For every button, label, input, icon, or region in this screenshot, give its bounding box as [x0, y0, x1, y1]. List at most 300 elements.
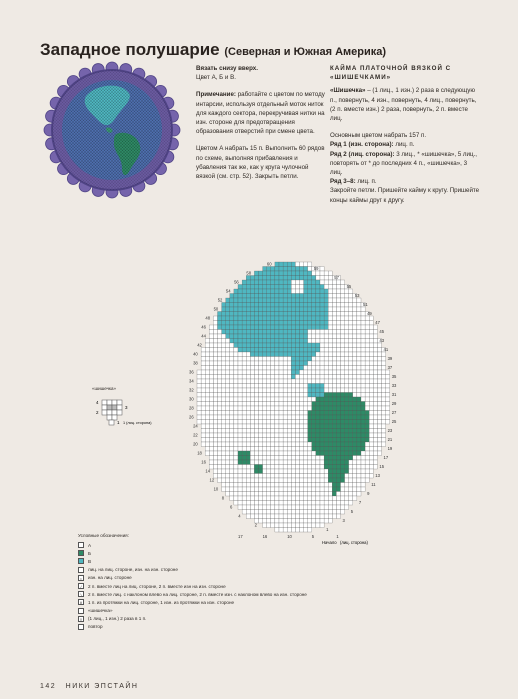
- chart-cell: [328, 496, 332, 501]
- chart-cell: [250, 456, 254, 461]
- chart-cell: [328, 280, 332, 285]
- chart-cell: [250, 307, 254, 312]
- chart-cell: [320, 451, 324, 456]
- chart-cell: [308, 505, 312, 510]
- chart-cell: [336, 496, 340, 501]
- chart-cell: [250, 285, 254, 290]
- chart-cell: [373, 447, 377, 452]
- chart-cell: [222, 474, 226, 479]
- chart-cell: [275, 262, 279, 267]
- chart-cell: [373, 366, 377, 371]
- chart-cell: [308, 501, 312, 506]
- chart-cell: [295, 343, 299, 348]
- chart-cell: [312, 505, 316, 510]
- chart-cell: [279, 442, 283, 447]
- chart-cell: [279, 523, 283, 528]
- chart-cell: [295, 478, 299, 483]
- chart-cell: [312, 415, 316, 420]
- chart-cell: [365, 357, 369, 362]
- chart-cell: [222, 411, 226, 416]
- chart-cell: [263, 321, 267, 326]
- legend-swatch: [78, 624, 84, 630]
- chart-cell: [230, 438, 234, 443]
- chart-cell: [300, 451, 304, 456]
- chart-cell: [365, 361, 369, 366]
- chart-cell: [377, 357, 381, 362]
- chart-cell: [353, 370, 357, 375]
- chart-cell: [382, 366, 386, 371]
- chart-cell: [226, 415, 230, 420]
- chart-cell: [201, 348, 205, 353]
- chart-cell: [291, 519, 295, 524]
- chart-cell: [332, 501, 336, 506]
- chart-cell: [373, 388, 377, 393]
- chart-cell: [209, 424, 213, 429]
- chart-cell: [275, 451, 279, 456]
- row-number: 51: [363, 302, 368, 307]
- chart-cell: [279, 424, 283, 429]
- chart-cell: [349, 402, 353, 407]
- chart-cell: [324, 510, 328, 515]
- chart-cell: [300, 321, 304, 326]
- chart-cell: [312, 280, 316, 285]
- chart-cell: [234, 393, 238, 398]
- chart-cell: [345, 438, 349, 443]
- chart-cell: [304, 465, 308, 470]
- chart-cell: [304, 514, 308, 519]
- chart-cell: [263, 330, 267, 335]
- chart-cell: [213, 406, 217, 411]
- chart-cell: [250, 393, 254, 398]
- chart-cell: [377, 366, 381, 371]
- row-number: 37: [387, 365, 393, 370]
- chart-cell: [320, 429, 324, 434]
- chart-cell: [271, 505, 275, 510]
- chart-cell: [205, 348, 209, 353]
- chart-cell: [324, 492, 328, 497]
- chart-cell: [312, 420, 316, 425]
- chart-cell: [312, 298, 316, 303]
- chart-cell: [295, 501, 299, 506]
- chart-cell: [304, 312, 308, 317]
- chart-cell: [271, 519, 275, 524]
- chart-cell: [308, 456, 312, 461]
- chart-cell: [218, 474, 222, 479]
- chart-cell: [242, 501, 246, 506]
- chart-cell: [345, 478, 349, 483]
- chart-cell: [250, 411, 254, 416]
- row-number: 10: [213, 486, 219, 492]
- chart-cell: [275, 357, 279, 362]
- chart-cell: [267, 442, 271, 447]
- chart-cell: [341, 298, 345, 303]
- chart-cell: [377, 348, 381, 353]
- chart-cell: [234, 474, 238, 479]
- chart-cell: [324, 433, 328, 438]
- chart-cell: [230, 361, 234, 366]
- chart-cell: [304, 433, 308, 438]
- chart-cell: [226, 429, 230, 434]
- chart-cell: [234, 388, 238, 393]
- mini-chart-label: «шишечка»: [92, 386, 117, 391]
- chart-cell: [295, 528, 299, 533]
- chart-cell: [336, 460, 340, 465]
- chart-cell: [259, 316, 263, 321]
- chart-cell: [259, 415, 263, 420]
- chart-cell: [349, 366, 353, 371]
- chart-cell: [259, 271, 263, 276]
- chart-cell: [246, 276, 250, 281]
- chart-cell: [254, 366, 258, 371]
- chart-cell: [271, 496, 275, 501]
- chart-cell: [300, 411, 304, 416]
- chart-cell: [242, 469, 246, 474]
- chart-cell: [320, 492, 324, 497]
- row-number: 44: [201, 333, 206, 339]
- legend: [78, 533, 378, 631]
- chart-cell: [226, 370, 230, 375]
- chart-cell: [279, 469, 283, 474]
- chart-cell: [222, 366, 226, 371]
- chart-cell: [246, 505, 250, 510]
- page-number: 142: [40, 683, 57, 690]
- chart-cell: [316, 312, 320, 317]
- chart-cell: [279, 375, 283, 380]
- chart-cell: [336, 483, 340, 488]
- chart-cell: [345, 370, 349, 375]
- chart-cell: [263, 370, 267, 375]
- chart-cell: [287, 510, 291, 515]
- chart-cell: [197, 375, 201, 380]
- chart-cell: [336, 325, 340, 330]
- chart-cell: [345, 492, 349, 497]
- chart-cell: [271, 510, 275, 515]
- chart-cell: [283, 285, 287, 290]
- chart-cell: [341, 361, 345, 366]
- chart-cell: [308, 357, 312, 362]
- chart-cell: [373, 384, 377, 389]
- chart-cell: [230, 492, 234, 497]
- chart-cell: [201, 370, 205, 375]
- chart-cell: [263, 460, 267, 465]
- row-number: 47: [375, 320, 380, 325]
- chart-cell: [279, 465, 283, 470]
- chart-cell: [283, 343, 287, 348]
- chart-cell: [341, 280, 345, 285]
- chart-cell: [312, 334, 316, 339]
- chart-cell: [267, 456, 271, 461]
- chart-cell: [263, 325, 267, 330]
- chart-cell: [287, 325, 291, 330]
- chart-cell: [242, 285, 246, 290]
- chart-cell: [308, 388, 312, 393]
- chart-cell: [213, 388, 217, 393]
- chart-cell: [234, 298, 238, 303]
- chart-cell: [213, 375, 217, 380]
- chart-cell: [308, 294, 312, 299]
- chart-cell: [259, 397, 263, 402]
- chart-cell: [246, 456, 250, 461]
- row-number: 43: [379, 338, 385, 343]
- chart-cell: [308, 460, 312, 465]
- chart-cell: [382, 442, 386, 447]
- chart-cell: [287, 411, 291, 416]
- chart-cell: [320, 442, 324, 447]
- chart-cell: [382, 370, 386, 375]
- chart-cell: [246, 474, 250, 479]
- chart-cell: [300, 420, 304, 425]
- chart-cell: [234, 357, 238, 362]
- chart-cell: [254, 352, 258, 357]
- chart-cell: [336, 505, 340, 510]
- chart-cell: [291, 492, 295, 497]
- chart-cell: [312, 393, 316, 398]
- chart-cell: [254, 447, 258, 452]
- chart-cell: [328, 393, 332, 398]
- chart-cell: [377, 451, 381, 456]
- chart-cell: [320, 487, 324, 492]
- chart-cell: [304, 442, 308, 447]
- chart-cell: [197, 397, 201, 402]
- chart-cell: [345, 433, 349, 438]
- chart-cell: [205, 438, 209, 443]
- chart-cell: [357, 334, 361, 339]
- chart-cell: [304, 294, 308, 299]
- chart-cell: [324, 442, 328, 447]
- chart-cell: [287, 505, 291, 510]
- chart-cell: [275, 510, 279, 515]
- legend-text: изн. на лиц. стороне: [88, 575, 132, 581]
- chart-cell: [304, 460, 308, 465]
- chart-cell: [316, 438, 320, 443]
- chart-cell: [250, 406, 254, 411]
- chart-cell: [287, 460, 291, 465]
- chart-cell: [230, 388, 234, 393]
- chart-cell: [246, 487, 250, 492]
- chart-cell: [336, 487, 340, 492]
- chart-cell: [369, 415, 373, 420]
- chart-cell: [291, 388, 295, 393]
- chart-cell: [259, 343, 263, 348]
- chart-cell: [226, 433, 230, 438]
- chart-cell: [361, 339, 365, 344]
- chart-cell: [209, 447, 213, 452]
- chart-cell: [345, 460, 349, 465]
- chart-cell: [369, 456, 373, 461]
- chart-cell: [291, 307, 295, 312]
- chart-cell: [304, 406, 308, 411]
- chart-cell: [254, 303, 258, 308]
- chart-cell: [267, 505, 271, 510]
- chart-cell: [361, 474, 365, 479]
- legend-swatch: [78, 542, 84, 548]
- chart-cell: [201, 402, 205, 407]
- chart-cell: [254, 388, 258, 393]
- chart-cell: [291, 361, 295, 366]
- row-number: 18: [197, 450, 202, 456]
- chart-cell: [250, 316, 254, 321]
- chart-cell: [320, 496, 324, 501]
- chart-cell: [275, 384, 279, 389]
- chart-cell: [201, 438, 205, 443]
- chart-cell: [263, 379, 267, 384]
- chart-cell: [275, 501, 279, 506]
- chart-cell: [287, 303, 291, 308]
- chart-cell: [205, 352, 209, 357]
- chart-cell: [304, 289, 308, 294]
- row-number: 7: [358, 500, 362, 505]
- chart-cell: [291, 429, 295, 434]
- chart-cell: [259, 460, 263, 465]
- chart-cell: [332, 312, 336, 317]
- chart-cell: [275, 442, 279, 447]
- chart-cell: [242, 474, 246, 479]
- chart-cell: [361, 438, 365, 443]
- chart-cell: [201, 357, 205, 362]
- chart-cell: [341, 406, 345, 411]
- chart-cell: [275, 397, 279, 402]
- chart-cell: [341, 411, 345, 416]
- chart-cell: [209, 370, 213, 375]
- chart-cell: [291, 316, 295, 321]
- chart-cell: [287, 294, 291, 299]
- legend-item: [78, 566, 378, 574]
- chart-cell: [226, 483, 230, 488]
- chart-cell: [246, 469, 250, 474]
- chart-cell: [300, 316, 304, 321]
- chart-cell: [218, 415, 222, 420]
- chart-cell: [320, 438, 324, 443]
- legend-item: [78, 574, 378, 582]
- chart-cell: [250, 483, 254, 488]
- chart-cell: [349, 357, 353, 362]
- chart-cell: [341, 402, 345, 407]
- chart-cell: [250, 429, 254, 434]
- chart-cell: [226, 357, 230, 362]
- chart-cell: [279, 289, 283, 294]
- chart-cell: [361, 433, 365, 438]
- row-number: 3: [342, 518, 345, 523]
- chart-cell: [349, 312, 353, 317]
- chart-cell: [328, 411, 332, 416]
- chart-cell: [254, 411, 258, 416]
- chart-cell: [349, 474, 353, 479]
- chart-cell: [291, 271, 295, 276]
- chart-cell: [291, 433, 295, 438]
- chart-cell: [300, 276, 304, 281]
- chart-cell: [263, 402, 267, 407]
- chart-cell: [259, 501, 263, 506]
- chart-cell: [357, 465, 361, 470]
- chart-cell: [332, 343, 336, 348]
- legend-text: 2 п. вместе лиц на лиц. стороне, 2 п. вместе изн на изн. стороне: [88, 583, 226, 589]
- chart-cell: [242, 352, 246, 357]
- chart-cell: [226, 478, 230, 483]
- chart-cell: [300, 280, 304, 285]
- chart-cell: [361, 483, 365, 488]
- chart-cell: [246, 298, 250, 303]
- chart-cell: [234, 343, 238, 348]
- chart-cell: [345, 330, 349, 335]
- row-number: 15: [379, 464, 385, 469]
- chart-cell: [332, 474, 336, 479]
- chart-cell: [361, 469, 365, 474]
- chart-cell: [263, 501, 267, 506]
- chart-cell: [230, 433, 234, 438]
- chart-cell: [328, 339, 332, 344]
- chart-cell: [263, 267, 267, 272]
- chart-cell: [238, 285, 242, 290]
- chart-cell: [218, 375, 222, 380]
- chart-cell: [275, 325, 279, 330]
- chart-cell: [336, 442, 340, 447]
- chart-cell: [218, 411, 222, 416]
- chart-cell: [304, 402, 308, 407]
- chart-cell: [304, 339, 308, 344]
- chart-cell: [267, 294, 271, 299]
- chart-cell: [287, 519, 291, 524]
- chart-cell: [316, 415, 320, 420]
- chart-cell: [238, 312, 242, 317]
- chart-cell: [283, 280, 287, 285]
- chart-cell: [271, 343, 275, 348]
- chart-cell: [300, 370, 304, 375]
- chart-cell: [357, 343, 361, 348]
- chart-cell: [316, 510, 320, 515]
- chart-cell: [336, 388, 340, 393]
- chart-cell: [259, 487, 263, 492]
- chart-cell: [263, 505, 267, 510]
- chart-cell: [353, 325, 357, 330]
- chart-cell: [320, 465, 324, 470]
- chart-cell: [308, 307, 312, 312]
- chart-cell: [357, 307, 361, 312]
- chart-cell: [324, 271, 328, 276]
- chart-cell: [222, 469, 226, 474]
- chart-cell: [312, 388, 316, 393]
- chart-cell: [295, 388, 299, 393]
- row-number: 33: [391, 383, 397, 388]
- chart-cell: [304, 519, 308, 524]
- chart-cell: [263, 393, 267, 398]
- chart-cell: [283, 348, 287, 353]
- legend-swatch: [78, 550, 84, 556]
- chart-cell: [205, 411, 209, 416]
- chart-cell: [332, 492, 336, 497]
- chart-cell: [304, 411, 308, 416]
- chart-cell: [271, 289, 275, 294]
- chart-cell: [349, 289, 353, 294]
- chart-cell: [242, 384, 246, 389]
- chart-cell: [345, 474, 349, 479]
- chart-cell: [328, 289, 332, 294]
- chart-cell: [361, 352, 365, 357]
- chart-cell: [369, 451, 373, 456]
- legend-text: лиц. на лиц. стороне, изн. на изн. стороне: [88, 567, 178, 573]
- chart-cell: [218, 348, 222, 353]
- chart-cell: [271, 280, 275, 285]
- chart-cell: [365, 397, 369, 402]
- chart-cell: [259, 375, 263, 380]
- chart-cell: [218, 478, 222, 483]
- chart-cell: [336, 492, 340, 497]
- chart-cell: [304, 451, 308, 456]
- chart-cell: [226, 348, 230, 353]
- chart-cell: [365, 321, 369, 326]
- chart-cell: [369, 469, 373, 474]
- chart-cell: [234, 316, 238, 321]
- chart-cell: [357, 451, 361, 456]
